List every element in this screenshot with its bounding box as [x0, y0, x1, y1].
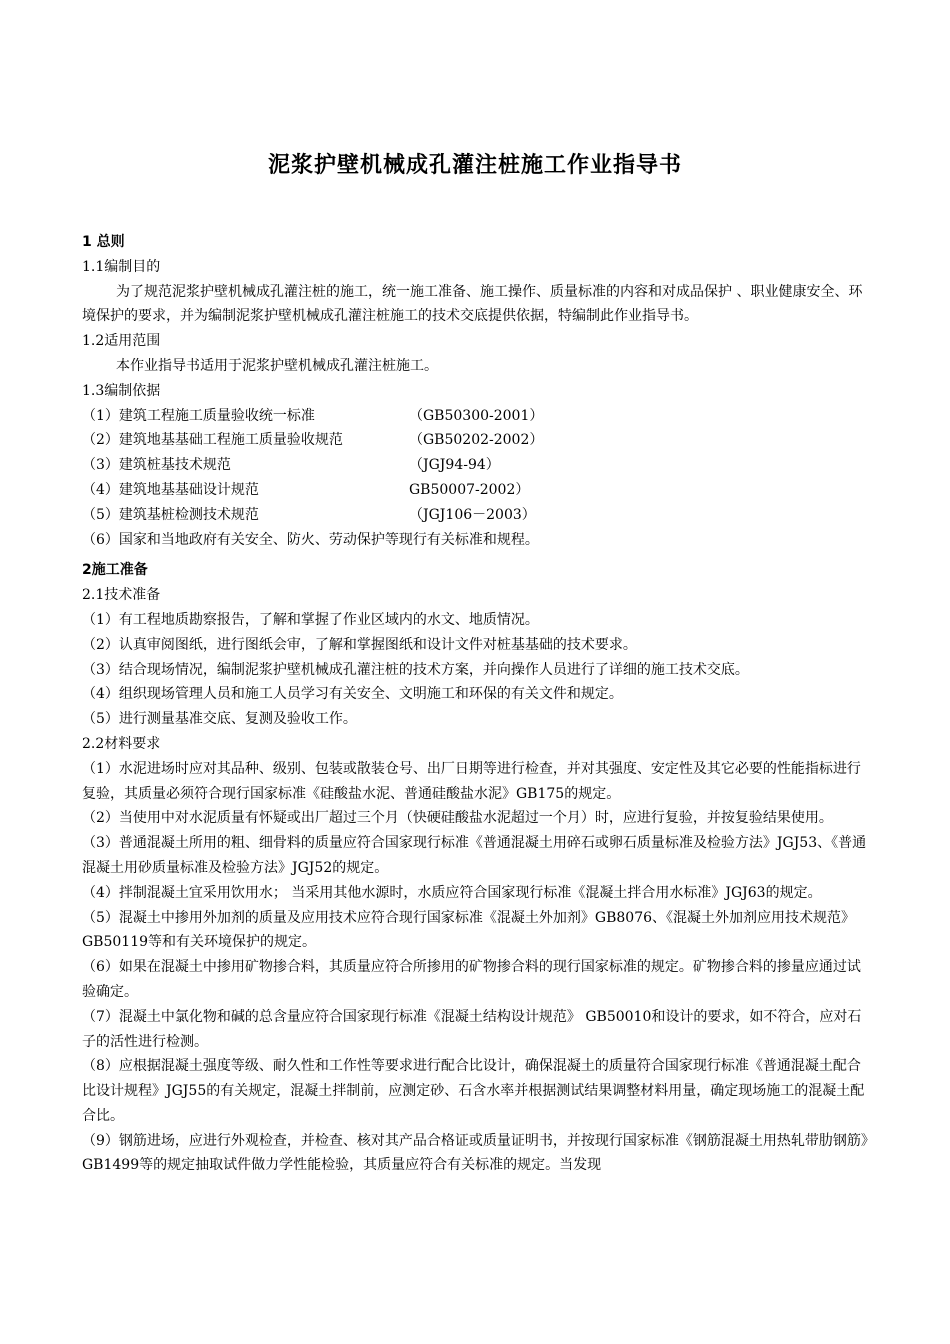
list-item: （5）进行测量基准交底、复测及验收工作。 [82, 711, 357, 728]
standard-code: GB50007-2002） [409, 481, 530, 498]
list-item: （2）当使用中对水泥质量有怀疑或出厂超过三个月（快硬硅酸盐水泥超过一个月）时，应进行复验，并按复验结果使用。 [82, 810, 833, 827]
section-1-2-heading: 1.2适用范围 [82, 333, 161, 350]
standard-code: （GB50202-2002） [409, 432, 544, 449]
list-item: （3）结合现场情况，编制泥浆护壁机械成孔灌注桩的技术方案，并向操作人员进行了详细的施工技术交底。 [82, 661, 749, 678]
list-item: （2）认真审阅图纸，进行图纸会审，了解和掌握图纸和设计文件对桩基基础的技术要求。 [82, 636, 637, 653]
standard-name: （5）建筑基桩检测技术规范 [82, 506, 259, 523]
section-2-heading: 2施工准备 [82, 562, 148, 579]
section-1-1-text: 为了规范泥浆护壁机械成孔灌注桩的施工，统一施工准备、施工操作、质量标准的内容和对成品保护 、职业健康安全、环境保护的要求，并为编制泥浆护壁机械成孔灌注桩施工的技术交底提供依据，特编制此作业指导书。 [82, 283, 863, 325]
document-title: 泥浆护壁机械成孔灌注桩施工作业指导书 [267, 153, 682, 178]
document-body [82, 230, 872, 1178]
standard-row [82, 404, 872, 429]
list-item: （9）钢筋进场，应进行外观检查，并检查、核对其产品合格证或质量证明书，并按现行国家标准《钢筋混凝土用热轧带肋钢筋》GB1499等的规定抽取试件做力学性能检验，其质量应符合有关标准的规定。当发现 [82, 1132, 868, 1174]
list-item: （1）有工程地质勘察报告，了解和掌握了作业区域内的水文、地质情况。 [82, 611, 539, 628]
standard-name: （4）建筑地基基础设计规范 [82, 481, 259, 498]
section-2-2-heading: 2.2材料要求 [82, 735, 161, 752]
list-item: （3）普通混凝土所用的粗、细骨料的质量应符合国家现行标准《普通混凝土用碎石或卵石质量标准及检验方法》JGJ53、《普通混凝土用砂质量标准及检验方法》JGJ52的规定。 [82, 835, 867, 876]
list-item: （4）拌制混凝土宜采用饮用水； 当采用其他水源时，水质应符合国家现行标准《混凝土拌合用水标准》JGJ63的规定。 [82, 884, 822, 901]
list-item: （8）应根据混凝土强度等级、耐久性和工作性等要求进行配合比设计，确保混凝土的质量符合国家现行标准《普通混凝土配合比设计规程》JGJ55的有关规定，混凝土拌制前，应测定砂、石含水率并根据测试结果调整材料用量，确定现场施工的混凝土配合比。 [82, 1058, 865, 1124]
section-1-1-heading: 1.1编制目的 [82, 258, 161, 275]
standards-note: （6）国家和当地政府有关安全、防火、劳动保护等现行有关标准和规程。 [82, 531, 539, 548]
list-item: （5）混凝土中掺用外加剂的质量及应用技术应符合现行国家标准《混凝土外加剂》GB8076、《混凝土外加剂应用技术规范》GB50119等和有关环境保护的规定。 [82, 909, 856, 951]
list-item: （7）混凝土中氯化物和碱的总含量应符合国家现行标准《混凝土结构设计规范》 GB50010和设计的要求，如不符合，应对石子的活性进行检测。 [82, 1008, 862, 1050]
list-item: （6）如果在混凝土中掺用矿物掺合料，其质量应符合所掺用的矿物掺合料的现行国家标准的规定。矿物掺合料的掺量应通过试验确定。 [82, 959, 861, 1000]
section-2-1-heading: 2.1技术准备 [82, 587, 161, 604]
list-item: （4）组织现场管理人员和施工人员学习有关安全、文明施工和环保的有关文件和规定。 [82, 686, 623, 703]
standard-row [82, 478, 872, 503]
standard-code: （JGJ106－2003） [409, 506, 536, 523]
standard-code: （JGJ94-94） [409, 457, 500, 474]
standard-code: （GB50300-2001） [409, 407, 544, 424]
section-1-heading: 1 总则 [82, 234, 125, 250]
section-1-3-heading: 1.3编制依据 [82, 382, 161, 399]
standard-row [82, 453, 872, 478]
standard-row [82, 503, 872, 528]
list-item: （1）水泥进场时应对其品种、级别、包装或散装仓号、出厂日期等进行检查，并对其强度、安定性及其它必要的性能指标进行复验，其质量必须符合现行国家标准《硅酸盐水泥、普通硅酸盐水泥》GB175的规定。 [82, 760, 861, 802]
standard-name: （3）建筑桩基技术规范 [82, 457, 231, 474]
section-1-2-text: 本作业指导书适用于泥浆护壁机械成孔灌注桩施工。 [116, 357, 438, 374]
standard-name: （1）建筑工程施工质量验收统一标准 [82, 407, 315, 424]
standard-name: （2）建筑地基基础工程施工质量验收规范 [82, 432, 343, 449]
standard-row [82, 428, 872, 453]
